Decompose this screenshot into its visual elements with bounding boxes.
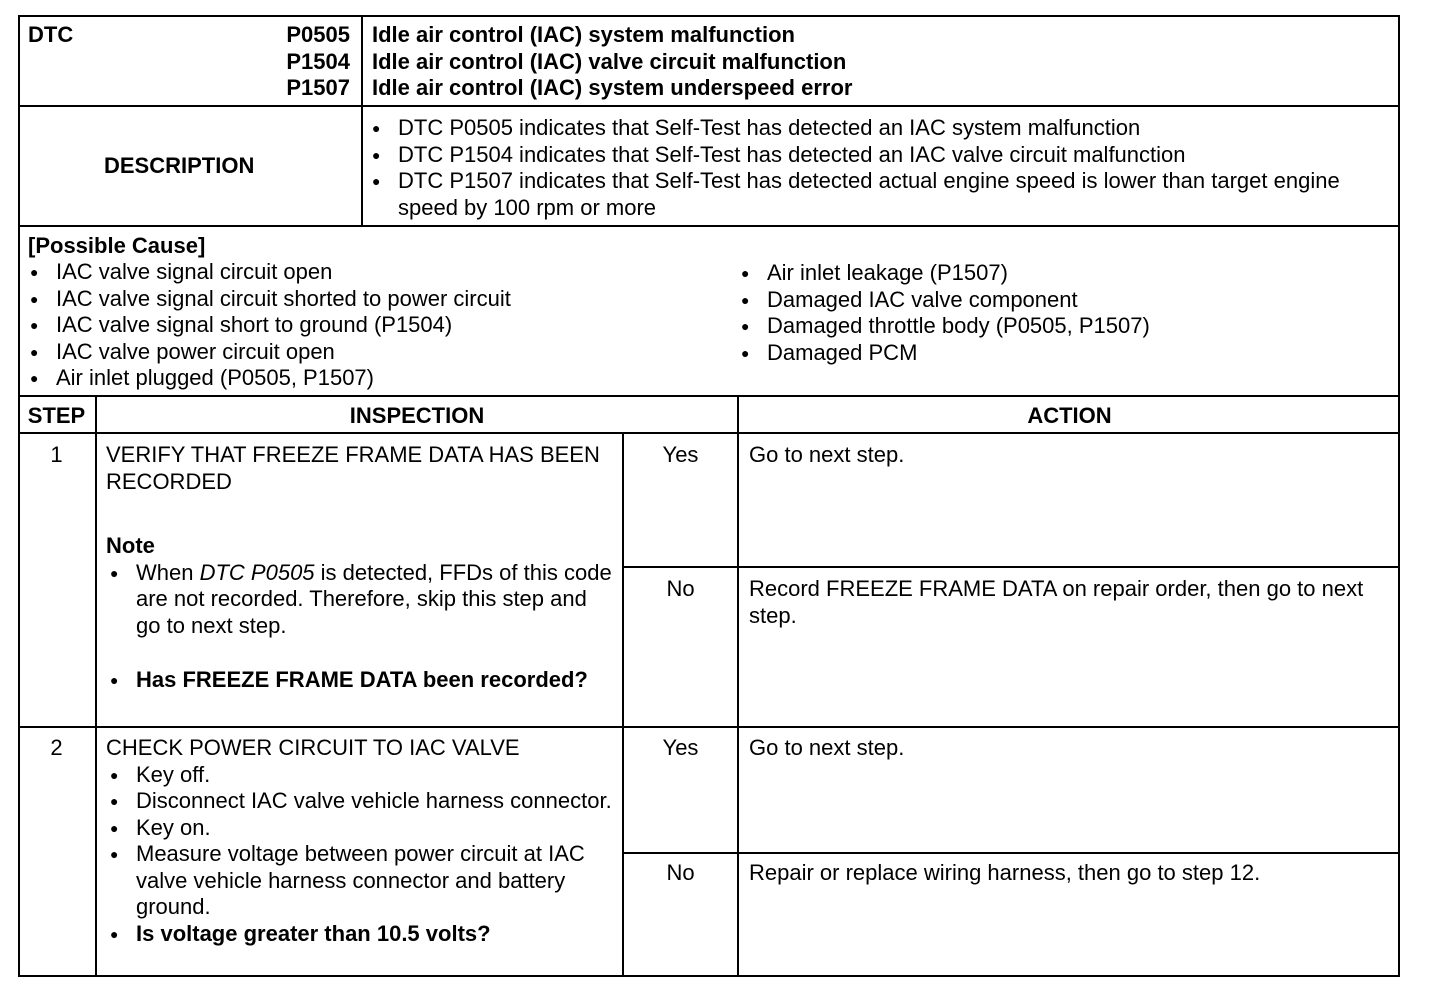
step-question: ● Is voltage greater than 10.5 volts?	[106, 921, 616, 948]
description-item: ● DTC P1507 indicates that Self-Test has detected actual engine speed is lower than target engine speed by 100 rpm or more	[368, 168, 1388, 221]
answer-yes: Yes	[662, 442, 699, 467]
rule-cause-bottom	[18, 395, 1400, 397]
cause-item: ● IAC valve signal circuit open	[26, 259, 716, 286]
answer-no: No	[666, 576, 695, 601]
answer-no: No	[666, 860, 695, 885]
description-body	[368, 115, 1388, 221]
note-item: ● When DTC P0505 is detected, FFDs of this code are not recorded. Therefore, skip this step and go to next step.	[106, 560, 616, 640]
possible-cause-left	[26, 259, 716, 392]
step-number: 2	[50, 735, 63, 760]
step-question: ● Has FREEZE FRAME DATA been recorded?	[106, 667, 616, 694]
cause-item: ● Air inlet leakage (P1507)	[737, 260, 1387, 287]
dtc-code: P0505	[286, 22, 350, 47]
possible-cause-right	[737, 260, 1387, 366]
possible-cause-label: [Possible Cause]	[28, 233, 206, 258]
dtc-code: P1507	[286, 75, 350, 100]
step-inspection	[106, 735, 616, 947]
cause-item: ● IAC valve power circuit open	[26, 339, 716, 366]
step-bullet: ● Key on.	[106, 815, 616, 842]
dtc-title: Idle air control (IAC) valve circuit malfunction	[372, 48, 847, 74]
header-step: STEP	[27, 403, 86, 428]
rule-step-col	[95, 395, 97, 977]
dtc-code: P1504	[286, 48, 350, 74]
dtc-label: DTC	[28, 22, 74, 47]
rule-header-bottom	[18, 105, 1400, 107]
rule-step1-bottom	[18, 726, 1400, 728]
rule-yesno-col	[622, 432, 624, 977]
step-inspection	[106, 442, 616, 694]
action-no: Repair or replace wiring harness, then go to step 12.	[749, 860, 1261, 885]
cause-item: ● Damaged IAC valve component	[737, 287, 1387, 314]
action-yes: Go to next step.	[749, 442, 905, 467]
answer-yes: Yes	[662, 735, 699, 760]
dtc-title: Idle air control (IAC) system malfunction	[372, 22, 795, 47]
action-yes: Go to next step.	[749, 735, 905, 760]
step-bullet: ● Measure voltage between power circuit at IAC valve vehicle harness connector and battery ground.	[106, 841, 616, 921]
rule-description-bottom	[18, 225, 1400, 227]
step-title: VERIFY THAT FREEZE FRAME DATA HAS BEEN RECORDED	[106, 442, 600, 494]
description-item: ● DTC P0505 indicates that Self-Test has detected an IAC system malfunction	[368, 115, 1388, 142]
rule-header-divider	[361, 15, 363, 227]
note-label: Note	[106, 533, 155, 558]
step-number: 1	[50, 442, 63, 467]
cause-item: ● IAC valve signal short to ground (P1504)	[26, 312, 716, 339]
cause-item: ● Damaged throttle body (P0505, P1507)	[737, 313, 1387, 340]
cause-item: ● IAC valve signal circuit shorted to power circuit	[26, 286, 716, 313]
rule-table-header-bottom	[18, 432, 1400, 434]
rule-inspection-col	[737, 395, 739, 977]
step-bullet: ● Key off.	[106, 762, 616, 789]
cause-item: ● Damaged PCM	[737, 340, 1387, 367]
description-label: DESCRIPTION	[104, 153, 255, 178]
action-no: Record FREEZE FRAME DATA on repair order, then go to next step.	[749, 576, 1364, 628]
dtc-title-list	[372, 22, 1392, 102]
header-action: ACTION	[1027, 403, 1112, 428]
dtc-code-list	[200, 22, 350, 102]
step-bullet: ● Disconnect IAC valve vehicle harness connector.	[106, 788, 616, 815]
step-title: CHECK POWER CIRCUIT TO IAC VALVE	[106, 735, 520, 760]
cause-item: ● Air inlet plugged (P0505, P1507)	[26, 365, 716, 392]
description-item: ● DTC P1504 indicates that Self-Test has detected an IAC valve circuit malfunction	[368, 142, 1388, 169]
header-inspection: INSPECTION	[349, 403, 485, 428]
dtc-title: Idle air control (IAC) system underspeed error	[372, 75, 853, 100]
